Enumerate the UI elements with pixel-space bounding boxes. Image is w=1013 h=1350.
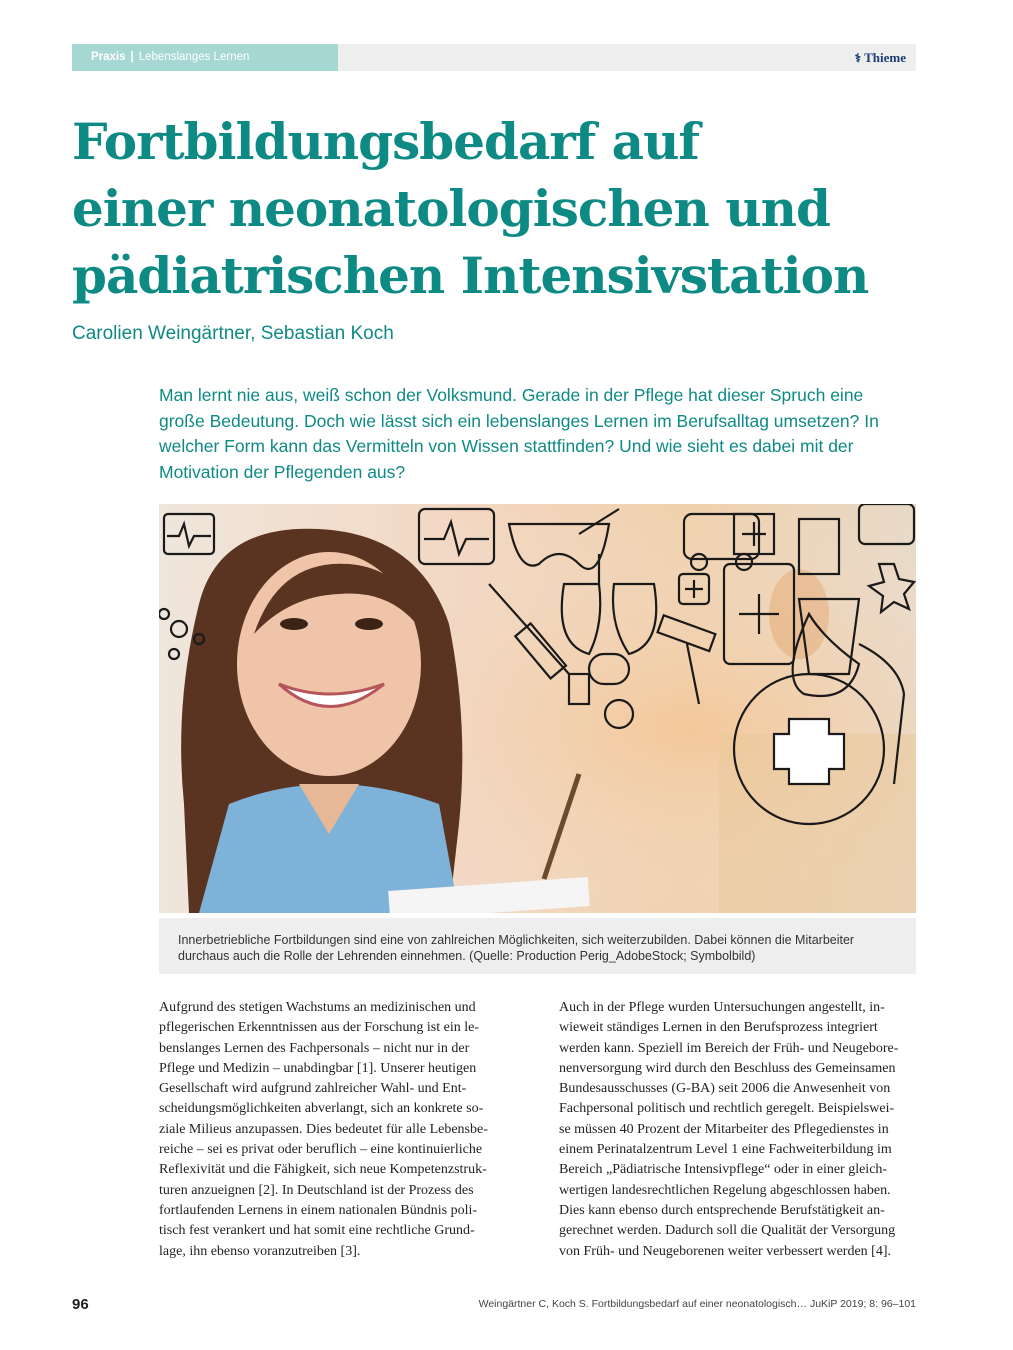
title-line: Fortbildungsbedarf auf — [72, 112, 699, 171]
footer-citation: Weingärtner C, Koch S. Fortbildungsbedarf auf einer neonatologisch… JuKiP 2019; 8: 96–101 — [478, 1298, 916, 1310]
body-line: Gesellschaft wird aufgrund zahlreicher Wahl- und Ent- — [159, 1081, 467, 1097]
authors: Carolien Weingärtner, Sebastian Koch — [72, 323, 394, 344]
lead-line: Man lernt nie aus, weiß schon der Volksmund. Gerade in der Pflege hat dieser Spruch eine — [159, 385, 864, 405]
caption-line: Innerbetriebliche Fortbildungen sind eine von zahlreichen Möglichkeiten, sich weiterzubilden. Dabei können die Mitarbeiter — [178, 933, 855, 947]
section-tag — [72, 44, 338, 71]
body-line: reiche – sei es privat oder beruflich – eine kontinuierliche — [159, 1142, 483, 1158]
body-column-right — [559, 998, 917, 1262]
body-line: turen anzueignen [2]. In Deutschland ist der Prozess des — [159, 1182, 474, 1198]
body-line: lage, ihn ebenso voranzutreiben [3]. — [159, 1243, 361, 1259]
body-column-left — [159, 998, 517, 1262]
subsection-label: Lebenslanges Lernen — [138, 51, 250, 63]
caption-line: durchaus auch die Rolle der Lehrenden einnehmen. (Quelle: Production Perig_AdobeStock; Symbolbild) — [178, 949, 756, 963]
publisher-logo — [855, 44, 906, 71]
body-line: ziale Milieus anzupassen. Dies bedeutet für alle Lebensbe- — [159, 1121, 488, 1137]
body-line: se müssen 40 Prozent der Mitarbeiter des Pflegedienstes in — [559, 1121, 889, 1137]
title-line: pädiatrischen Intensivstation — [72, 246, 869, 305]
body-line: gerechnet werden. Dadurch soll die Qualität der Versorgung — [559, 1223, 896, 1239]
thieme-logo-icon: ⚕ — [854, 51, 862, 65]
body-line: Dies kann ebenso durch entsprechende Berufstätigkeit an- — [559, 1202, 885, 1218]
publisher-name: Thieme — [864, 50, 906, 65]
lead-line: große Bedeutung. Doch wie lässt sich ein lebenslanges Lernen im Berufsalltag umsetzen? In — [159, 410, 879, 431]
body-line: Bereich „Pädiatrische Intensivpflege“ oder in einer gleich- — [559, 1162, 888, 1178]
header-band — [72, 44, 916, 71]
body-line: Reflexivität und die Fähigkeit, sich neue Kompetenzstruk- — [159, 1162, 487, 1178]
body-line: scheidungsmöglichkeiten abverlangt, sich an konkrete so- — [159, 1101, 484, 1117]
body-line: wertigen landesrechtlichen Regelung abgeschlossen haben. — [559, 1182, 891, 1198]
body-line: tisch fest verankert und hat somit eine rechtliche Grund- — [159, 1223, 475, 1239]
body-line: Aufgrund des stetigen Wachstums an medizinischen und — [159, 1000, 476, 1015]
photo-caption — [159, 918, 916, 974]
body-line: Pflege und Medizin – unabdingbar [1]. Unserer heutigen — [159, 1060, 477, 1076]
lead-line: Motivation der Pflegenden aus? — [159, 461, 406, 482]
title-line: einer neonatologischen und — [72, 179, 830, 238]
lead-paragraph — [159, 383, 919, 485]
body-line: Bundesausschusses (G-BA) seit 2006 die Anwesenheit von — [559, 1081, 891, 1097]
body-line: Fachpersonal politisch und rechtlich geregelt. Beispielswei- — [559, 1101, 895, 1117]
body-line: nenversorgung wird durch den Beschluss des Gemeinsamen — [559, 1060, 896, 1076]
article-photo — [159, 504, 916, 913]
lead-line: welcher Form kann das Vermitteln von Wissen stattfinden? Und wie sieht es dabei mit der — [159, 436, 854, 456]
body-line: Auch in der Pflege wurden Untersuchungen angestellt, in- — [559, 1000, 885, 1015]
body-line: pflegerischen Erkenntnissen aus der Forschung ist ein le- — [159, 1020, 479, 1036]
body-line: einem Perinatalzentrum Level 1 eine Fachweiterbildung im — [559, 1142, 892, 1158]
photo-illustration — [159, 504, 916, 913]
section-label: Praxis — [91, 51, 126, 63]
body-line: von Früh- und Neugeborenen weiter verbessert werden [4]. — [559, 1243, 891, 1259]
body-line: benslanges Lernen des Fachpersonals – nicht nur in der — [159, 1040, 470, 1056]
section-separator: | — [130, 51, 134, 63]
page-number: 96 — [72, 1296, 89, 1313]
body-line: wieweit ständiges Lernen in den Berufsprozess integriert — [559, 1020, 878, 1036]
body-line: werden kann. Speziell im Bereich der Früh- und Neugebore- — [559, 1040, 899, 1056]
article-title — [72, 108, 932, 309]
body-line: fortlaufenden Lernens in einem nationalen Bündnis poli- — [159, 1202, 478, 1218]
